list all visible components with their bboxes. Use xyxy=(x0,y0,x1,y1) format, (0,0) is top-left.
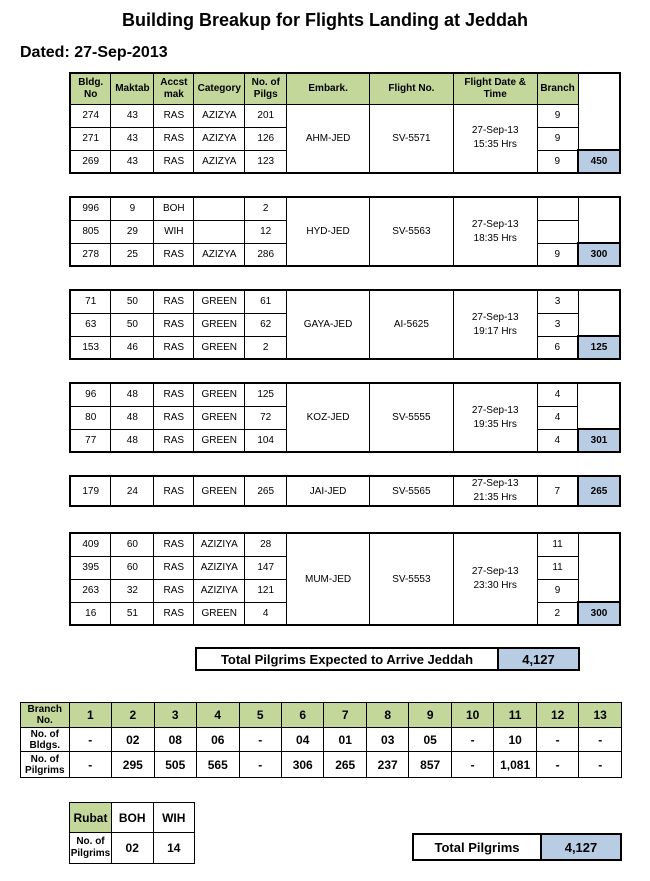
flight-time: 19:17 Hrs xyxy=(473,325,517,337)
category: GREEN xyxy=(194,290,245,313)
flight-total: 300 xyxy=(578,243,620,266)
branch-number: 1 xyxy=(69,703,111,728)
pilgrims-count: - xyxy=(536,752,578,778)
branch-number: 8 xyxy=(366,703,408,728)
category xyxy=(194,197,245,220)
flight-date-time xyxy=(453,533,537,625)
branch-number: 6 xyxy=(281,703,323,728)
maktab: 51 xyxy=(111,602,154,625)
category: GREEN xyxy=(194,383,245,406)
maktab: 43 xyxy=(111,127,154,150)
column-header: Flight Date & Time xyxy=(453,73,537,104)
rubat-table xyxy=(69,802,195,864)
flight-date-time xyxy=(453,104,537,173)
pilgs: 104 xyxy=(245,429,287,452)
maktab: 29 xyxy=(111,220,154,243)
column-header: Embark. xyxy=(287,73,370,104)
accst-mak: WIH xyxy=(154,220,194,243)
table-row xyxy=(70,197,620,220)
branch-number: 11 xyxy=(494,703,536,728)
total-pilgrims-table xyxy=(412,833,622,861)
branch: 9 xyxy=(537,104,578,127)
accst-mak: RAS xyxy=(154,336,194,359)
maktab: 48 xyxy=(111,383,154,406)
rubat-label: Rubat xyxy=(70,803,112,833)
embark: HYD-JED xyxy=(287,197,370,266)
branch: 4 xyxy=(537,429,578,452)
pilgrims-count: 1,081 xyxy=(494,752,536,778)
column-header: Bldg. No xyxy=(70,73,111,104)
embark: JAI-JED xyxy=(287,476,370,506)
bldgs-count: - xyxy=(69,728,111,752)
flight-total: 265 xyxy=(578,476,620,506)
accst-mak: RAS xyxy=(154,579,194,602)
rubat-value-row xyxy=(70,833,195,864)
category: GREEN xyxy=(194,336,245,359)
flight-total: 301 xyxy=(578,429,620,452)
bldg-no: 153 xyxy=(70,336,111,359)
accst-mak: RAS xyxy=(154,243,194,266)
pilgs: 201 xyxy=(245,104,287,127)
table-row xyxy=(70,290,620,313)
pilgs: 2 xyxy=(245,197,287,220)
column-header: No. of Pilgs xyxy=(245,73,287,104)
bldgs-count: 02 xyxy=(112,728,154,752)
category: GREEN xyxy=(194,602,245,625)
pilgs: 2 xyxy=(245,336,287,359)
flight-time: 15:35 Hrs xyxy=(473,139,517,151)
flight-no: AI-5625 xyxy=(369,290,453,359)
pilgs: 4 xyxy=(245,602,287,625)
flight-no: SV-5553 xyxy=(369,533,453,625)
branch-number: 2 xyxy=(112,703,154,728)
branch-number: 4 xyxy=(197,703,239,728)
maktab: 50 xyxy=(111,313,154,336)
embark: AHM-JED xyxy=(287,104,370,173)
bldgs-count: - xyxy=(579,728,622,752)
report-date: Dated: 27-Sep-2013 xyxy=(20,44,168,61)
total-spacer xyxy=(578,533,620,556)
header-spacer xyxy=(578,73,620,104)
branch xyxy=(537,197,578,220)
pilgs: 286 xyxy=(245,243,287,266)
branch: 11 xyxy=(537,533,578,556)
total-spacer xyxy=(578,104,620,127)
rubat-value: 14 xyxy=(153,833,194,864)
column-header: Category xyxy=(194,73,245,104)
pilgrims-count: - xyxy=(451,752,493,778)
flight-table xyxy=(69,72,621,174)
branch-header-row xyxy=(21,703,622,728)
branch-number: 9 xyxy=(409,703,451,728)
category: AZIZYA xyxy=(194,243,245,266)
table-row xyxy=(70,383,620,406)
flight-time: 19:35 Hrs xyxy=(473,418,517,430)
pilgs: 126 xyxy=(245,127,287,150)
rubat-value: 02 xyxy=(111,833,153,864)
branch xyxy=(537,220,578,243)
bldg-no: 805 xyxy=(70,220,111,243)
total-spacer xyxy=(578,197,620,220)
flight-total: 450 xyxy=(578,150,620,173)
bldgs-count: - xyxy=(451,728,493,752)
total-spacer xyxy=(578,556,620,579)
branch: 4 xyxy=(537,383,578,406)
maktab: 50 xyxy=(111,290,154,313)
column-header: Accst mak xyxy=(154,73,194,104)
bldg-no: 179 xyxy=(70,476,111,506)
bldgs-count: 10 xyxy=(494,728,536,752)
flight-date-time xyxy=(453,290,537,359)
pilgs: 72 xyxy=(245,406,287,429)
pilgs: 123 xyxy=(245,150,287,173)
flight-time: 18:35 Hrs xyxy=(473,232,517,244)
flight-table xyxy=(69,289,621,360)
accst-mak: RAS xyxy=(154,476,194,506)
category: AZIZYA xyxy=(194,104,245,127)
pilgrims-count: 505 xyxy=(154,752,196,778)
pilgrims-count: 857 xyxy=(409,752,451,778)
accst-mak: RAS xyxy=(154,150,194,173)
bldg-no: 409 xyxy=(70,533,111,556)
total-spacer xyxy=(578,127,620,150)
accst-mak: RAS xyxy=(154,602,194,625)
bldgs-row xyxy=(21,728,622,752)
pilgrims-count: 295 xyxy=(112,752,154,778)
pilgs: 62 xyxy=(245,313,287,336)
bldg-no: 80 xyxy=(70,406,111,429)
branch: 9 xyxy=(537,127,578,150)
branch: 7 xyxy=(537,476,578,506)
category: AZIZIYA xyxy=(194,579,245,602)
page-title: Building Breakup for Flights Landing at Jeddah xyxy=(121,10,528,30)
branch-number: 3 xyxy=(154,703,196,728)
bldg-no: 263 xyxy=(70,579,111,602)
rubat-col: WIH xyxy=(153,803,194,833)
branch: 11 xyxy=(537,556,578,579)
table-row xyxy=(70,104,620,127)
pilgs: 12 xyxy=(245,220,287,243)
branch-no-label: Branch No. xyxy=(21,703,70,728)
bldg-no: 271 xyxy=(70,127,111,150)
total-pilgrims-label: Total Pilgrims xyxy=(413,834,541,860)
column-header: Flight No. xyxy=(370,73,454,104)
bldg-no: 63 xyxy=(70,313,111,336)
accst-mak: RAS xyxy=(154,429,194,452)
flight-time: 23:30 Hrs xyxy=(473,580,517,591)
flight-table xyxy=(69,382,621,453)
branch-number: 12 xyxy=(536,703,578,728)
flight-date-time xyxy=(453,197,537,266)
bldg-no: 996 xyxy=(70,197,111,220)
accst-mak: RAS xyxy=(154,104,194,127)
bldg-no: 77 xyxy=(70,429,111,452)
bldg-no: 395 xyxy=(70,556,111,579)
total-spacer xyxy=(578,290,620,313)
bldg-no: 274 xyxy=(70,104,111,127)
pilgs: 61 xyxy=(245,290,287,313)
bldgs-count: 04 xyxy=(281,728,323,752)
pilgs: 147 xyxy=(245,556,287,579)
category: GREEN xyxy=(194,406,245,429)
pilgs: 265 xyxy=(245,476,287,506)
maktab: 48 xyxy=(111,406,154,429)
bldgs-count: 03 xyxy=(366,728,408,752)
maktab: 32 xyxy=(111,579,154,602)
header-row xyxy=(70,73,620,104)
bldgs-count: 08 xyxy=(154,728,196,752)
maktab: 25 xyxy=(111,243,154,266)
flight-date: 27-Sep-13 xyxy=(471,311,519,323)
branch-number: 13 xyxy=(579,703,622,728)
total-expected-value: 4,127 xyxy=(498,648,579,670)
bldg-no: 269 xyxy=(70,150,111,173)
flight-table xyxy=(69,196,621,267)
flight-no: SV-5563 xyxy=(369,197,453,266)
total-expected-table xyxy=(195,647,580,671)
branch: 2 xyxy=(537,602,578,625)
pilgrims-count: 306 xyxy=(281,752,323,778)
accst-mak: RAS xyxy=(154,290,194,313)
rubat-col: BOH xyxy=(111,803,153,833)
category: GREEN xyxy=(194,476,245,506)
branch: 3 xyxy=(537,313,578,336)
branch: 4 xyxy=(537,406,578,429)
flight-no: SV-5565 xyxy=(369,476,453,506)
rubat-row-label: No. of Pilgrims xyxy=(70,833,112,864)
total-expected-label: Total Pilgrims Expected to Arrive Jeddah xyxy=(196,648,498,670)
bldg-no: 96 xyxy=(70,383,111,406)
bldgs-count: 01 xyxy=(324,728,366,752)
pilgrims-count: - xyxy=(69,752,111,778)
total-spacer xyxy=(578,220,620,243)
pilgs: 121 xyxy=(245,579,287,602)
flight-date: 27-Sep-13 xyxy=(471,125,519,137)
branch-number: 7 xyxy=(324,703,366,728)
accst-mak: RAS xyxy=(154,127,194,150)
accst-mak: RAS xyxy=(154,313,194,336)
bldg-no: 16 xyxy=(70,602,111,625)
total-spacer xyxy=(578,383,620,406)
pilgrims-count: 265 xyxy=(324,752,366,778)
accst-mak: RAS xyxy=(154,533,194,556)
category: AZIZIYA xyxy=(194,533,245,556)
rubat-header-row xyxy=(70,803,195,833)
flight-date: 27-Sep-13 xyxy=(471,218,519,230)
flight-date: 27-Sep-13 xyxy=(471,478,519,489)
flight-time: 21:35 Hrs xyxy=(473,492,517,503)
branch: 6 xyxy=(537,336,578,359)
maktab: 60 xyxy=(111,533,154,556)
accst-mak: RAS xyxy=(154,406,194,429)
branch-number: 5 xyxy=(239,703,281,728)
branch: 9 xyxy=(537,579,578,602)
flight-total: 300 xyxy=(578,602,620,625)
pilgs: 125 xyxy=(245,383,287,406)
accst-mak: RAS xyxy=(154,383,194,406)
table-row xyxy=(70,476,620,506)
branch: 9 xyxy=(537,150,578,173)
maktab: 43 xyxy=(111,150,154,173)
category: GREEN xyxy=(194,313,245,336)
category: AZIZYA xyxy=(194,150,245,173)
total-spacer xyxy=(578,313,620,336)
bldgs-count: - xyxy=(536,728,578,752)
total-spacer xyxy=(578,579,620,602)
maktab: 24 xyxy=(111,476,154,506)
category: GREEN xyxy=(194,429,245,452)
bldgs-count: 06 xyxy=(197,728,239,752)
embark: MUM-JED xyxy=(287,533,370,625)
maktab: 60 xyxy=(111,556,154,579)
total-spacer xyxy=(578,406,620,429)
flight-total: 125 xyxy=(578,336,620,359)
bldgs-label: No. of Bldgs. xyxy=(21,728,70,752)
table-row xyxy=(70,533,620,556)
maktab: 9 xyxy=(111,197,154,220)
embark: GAYA-JED xyxy=(287,290,370,359)
accst-mak: BOH xyxy=(154,197,194,220)
pilgrims-row xyxy=(21,752,622,778)
branch: 9 xyxy=(537,243,578,266)
flight-date-time xyxy=(453,383,537,452)
pilgrims-count: - xyxy=(239,752,281,778)
flight-no: SV-5571 xyxy=(370,104,454,173)
branch: 3 xyxy=(537,290,578,313)
branch-number: 10 xyxy=(451,703,493,728)
bldg-no: 71 xyxy=(70,290,111,313)
flight-date: 27-Sep-13 xyxy=(471,404,519,416)
flight-date: 27-Sep-13 xyxy=(471,566,519,577)
category: AZIZYA xyxy=(194,127,245,150)
flight-table xyxy=(69,532,621,626)
flight-table xyxy=(69,475,621,507)
branch-summary-table xyxy=(20,702,622,778)
total-pilgrims-value: 4,127 xyxy=(541,834,621,860)
flight-date-time xyxy=(453,476,537,506)
maktab: 43 xyxy=(111,104,154,127)
pilgrims-count: 237 xyxy=(366,752,408,778)
embark: KOZ-JED xyxy=(287,383,370,452)
bldg-no: 278 xyxy=(70,243,111,266)
flight-no: SV-5555 xyxy=(369,383,453,452)
category: AZIZIYA xyxy=(194,556,245,579)
maktab: 48 xyxy=(111,429,154,452)
category xyxy=(194,220,245,243)
accst-mak: RAS xyxy=(154,556,194,579)
pilgrims-label: No. of Pilgrims xyxy=(21,752,70,778)
column-header: Maktab xyxy=(111,73,154,104)
pilgrims-count: 565 xyxy=(197,752,239,778)
bldgs-count: 05 xyxy=(409,728,451,752)
column-header: Branch xyxy=(537,73,578,104)
maktab: 46 xyxy=(111,336,154,359)
pilgrims-count: - xyxy=(579,752,622,778)
bldgs-count: - xyxy=(239,728,281,752)
pilgs: 28 xyxy=(245,533,287,556)
